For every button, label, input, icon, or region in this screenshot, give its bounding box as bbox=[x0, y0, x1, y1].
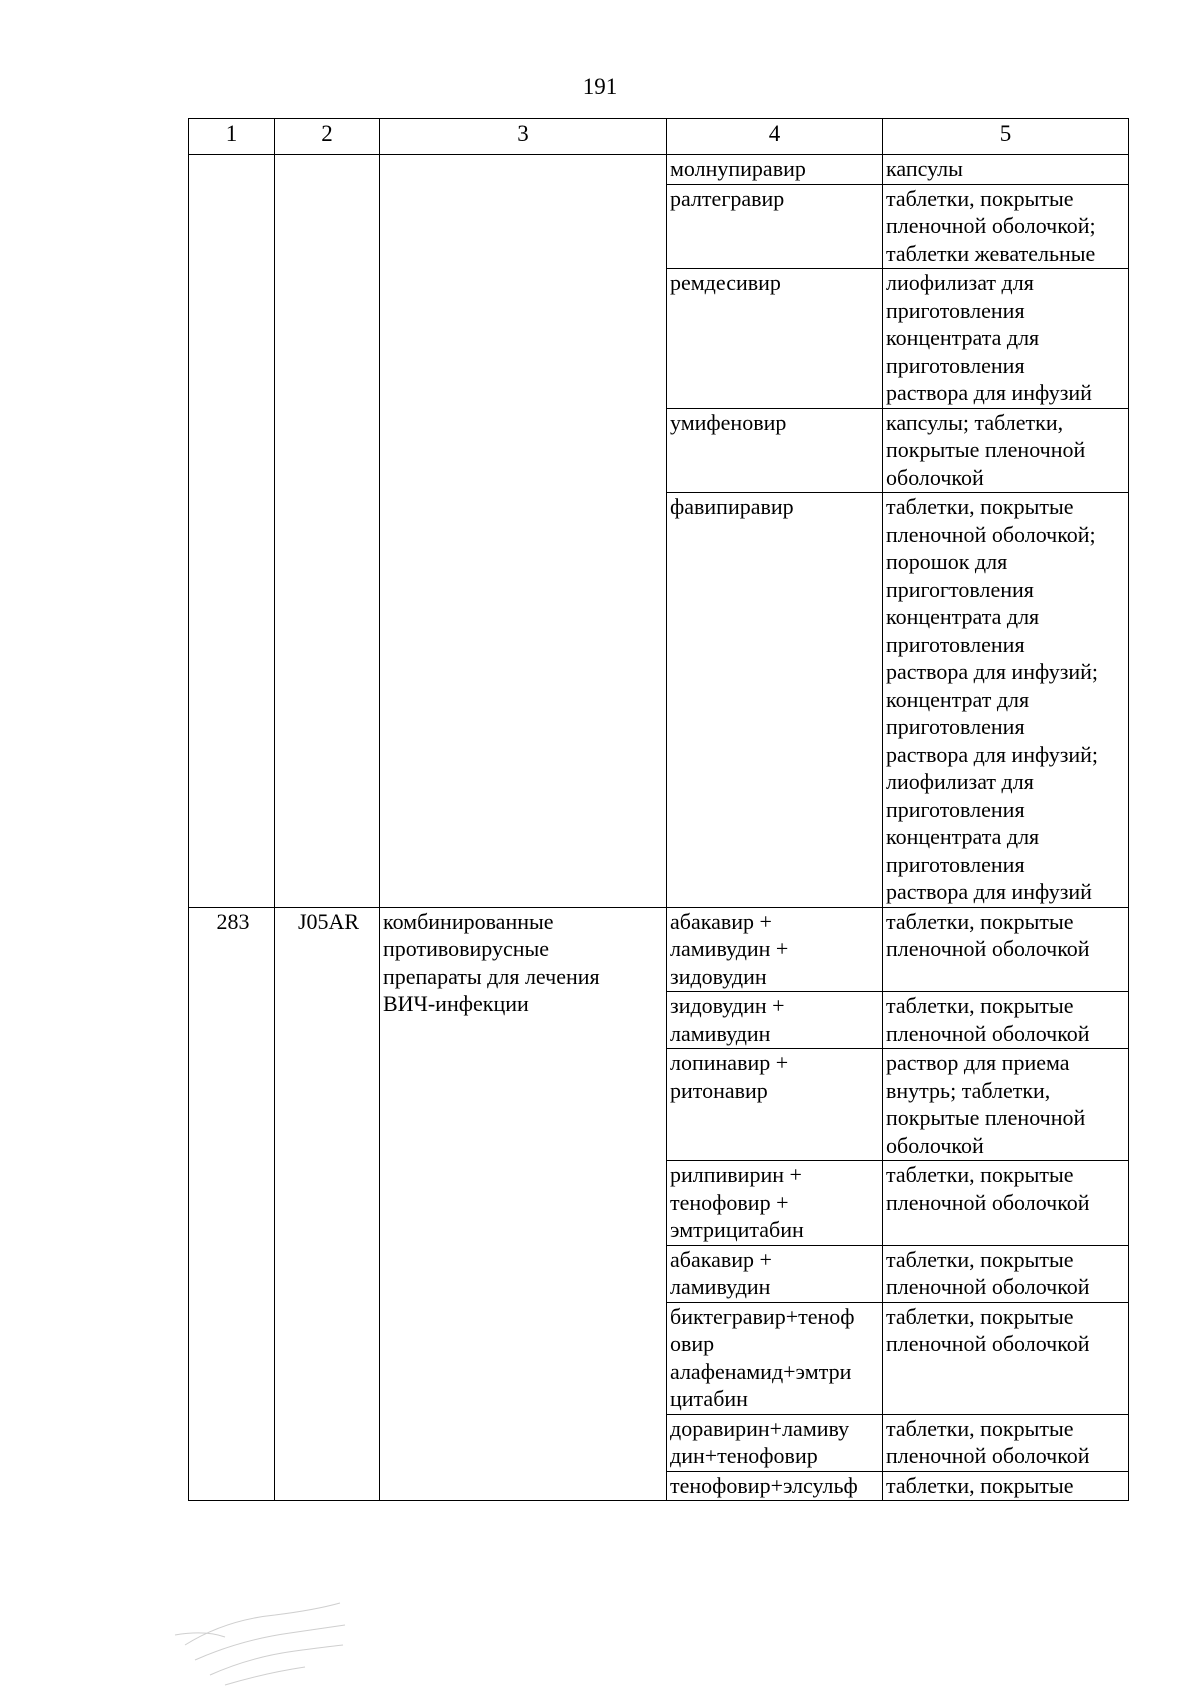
dosage-form-line: концентрата для bbox=[886, 604, 1040, 629]
group-name-line: препараты для лечения bbox=[383, 963, 600, 989]
drug-name-line: алафенамид+эмтри bbox=[670, 1358, 852, 1384]
dosage-form-line: раствора для инфузий; bbox=[886, 741, 1099, 767]
dosage-form-cell bbox=[883, 992, 1129, 1049]
group-name-line: противовирусные bbox=[383, 936, 550, 961]
drug-name-cell: ралтегравир bbox=[667, 184, 883, 269]
header-col-2: 2 bbox=[275, 119, 380, 155]
dosage-form-line: лиофилизат для bbox=[886, 270, 1034, 295]
dosage-form-line: пленочной оболочкой; bbox=[886, 213, 1096, 238]
dosage-form-line: таблетки, покрытые bbox=[886, 185, 1074, 211]
dosage-form-line: таблетки, покрытые bbox=[886, 1246, 1074, 1272]
drug-name-line: тенофовир+элсульф bbox=[670, 1472, 858, 1498]
drug-name-line: ламивудин bbox=[670, 1274, 771, 1299]
dosage-form-line: раствора для инфузий bbox=[886, 879, 1092, 904]
dosage-form-line: раствора для инфузий; bbox=[886, 659, 1099, 684]
page-number: 191 bbox=[582, 74, 618, 99]
dosage-form-line: пленочной оболочкой; bbox=[886, 521, 1096, 547]
dosage-form-line: приготовления bbox=[886, 352, 1025, 378]
stamp-mark bbox=[165, 1585, 375, 1695]
drug-name-cell bbox=[667, 1161, 883, 1246]
dosage-form-line: таблетки, покрытые bbox=[886, 494, 1074, 519]
header-col-5: 5 bbox=[883, 119, 1129, 155]
dosage-form-line: раствора для инфузий bbox=[886, 380, 1092, 405]
dosage-form-line: пленочной оболочкой bbox=[886, 1189, 1090, 1215]
drug-name-cell bbox=[667, 1245, 883, 1302]
dosage-form-cell bbox=[883, 907, 1129, 992]
dosage-form-line: пленочной оболочкой bbox=[886, 936, 1090, 961]
header-col-3: 3 bbox=[380, 119, 667, 155]
dosage-form-line: оболочкой bbox=[886, 464, 984, 490]
drug-name-line: эмтрицитабин bbox=[670, 1217, 804, 1242]
dosage-form-line: пригогтовления bbox=[886, 576, 1034, 602]
dosage-form-cell bbox=[883, 184, 1129, 269]
dosage-form-cell bbox=[883, 269, 1129, 409]
table-header-row bbox=[189, 119, 1129, 155]
drug-name-cell bbox=[667, 907, 883, 992]
drug-name-line: абакавир + bbox=[670, 1246, 772, 1272]
drug-name-cell: фавипиравир bbox=[667, 493, 883, 908]
dosage-form-line: покрытые пленочной bbox=[886, 437, 1086, 462]
header-col-1: 1 bbox=[189, 119, 275, 155]
dosage-form-line: таблетки, покрытые bbox=[886, 993, 1074, 1018]
drug-name-line: биктегравир+теноф bbox=[670, 1303, 855, 1329]
dosage-form-cell bbox=[883, 493, 1129, 908]
drug-name-line: лопинавир + bbox=[670, 1050, 789, 1075]
dosage-form-line: концентрата для bbox=[886, 325, 1040, 350]
drug-name-line: ламивудин + bbox=[670, 936, 789, 961]
group-name-cell bbox=[380, 155, 667, 908]
dosage-form-line: таблетки, покрытые bbox=[886, 1472, 1074, 1498]
dosage-form-line: капсулы; таблетки, bbox=[886, 409, 1064, 435]
drug-name-line: зидовудин bbox=[670, 963, 767, 989]
dosage-form-line: внутрь; таблетки, bbox=[886, 1077, 1051, 1103]
group-name-line: ВИЧ-инфекции bbox=[383, 991, 529, 1016]
dosage-form-line: пленочной оболочкой bbox=[886, 1443, 1090, 1468]
drug-name-cell bbox=[667, 1302, 883, 1414]
dosage-form-line: приготовления bbox=[886, 631, 1025, 657]
dosage-form-line: пленочной оболочкой bbox=[886, 1020, 1090, 1046]
dosage-form-line: таблетки, покрытые bbox=[886, 1303, 1074, 1329]
dosage-form-line: лиофилизат для bbox=[886, 769, 1034, 794]
group-name-line: комбинированные bbox=[383, 908, 554, 934]
drug-table-body bbox=[189, 119, 1129, 1501]
drug-name-line: рилпивирин + bbox=[670, 1162, 802, 1187]
dosage-form-line: таблетки, покрытые bbox=[886, 908, 1074, 934]
drug-name-cell bbox=[667, 992, 883, 1049]
drug-name-line: цитабин bbox=[670, 1386, 748, 1411]
dosage-form-cell bbox=[883, 408, 1129, 493]
dosage-form-line: таблетки жевательные bbox=[886, 240, 1096, 266]
drug-name-line: ламивудин bbox=[670, 1020, 771, 1046]
dosage-form-line: концентрата для bbox=[886, 824, 1040, 849]
dosage-form-line: пленочной оболочкой bbox=[886, 1274, 1090, 1299]
drug-name-line: ритонавир bbox=[670, 1077, 768, 1103]
dosage-form-line: покрытые пленочной bbox=[886, 1105, 1086, 1130]
dosage-form-line: таблетки, покрытые bbox=[886, 1162, 1074, 1187]
drug-name-line: зидовудин + bbox=[670, 993, 785, 1018]
drug-name-cell bbox=[667, 1471, 883, 1501]
drug-table bbox=[188, 118, 1129, 1501]
drug-name-line: доравирин+ламиву bbox=[670, 1415, 850, 1441]
dosage-form-line: таблетки, покрытые bbox=[886, 1415, 1074, 1441]
code-cell: J05AR bbox=[275, 907, 380, 1501]
drug-name-cell: молнупиравир bbox=[667, 155, 883, 185]
dosage-form-line: капсулы bbox=[886, 156, 963, 181]
number-cell bbox=[189, 155, 275, 908]
dosage-form-cell bbox=[883, 1471, 1129, 1501]
dosage-form-line: приготовления bbox=[886, 796, 1025, 822]
dosage-form-line: приготовления bbox=[886, 851, 1025, 877]
dosage-form-cell bbox=[883, 1049, 1129, 1161]
dosage-form-cell bbox=[883, 1414, 1129, 1471]
dosage-form-line: приготовления bbox=[886, 714, 1025, 739]
table-row bbox=[189, 155, 1129, 185]
dosage-form-line: приготовления bbox=[886, 297, 1025, 323]
drug-name-line: дин+тенофовир bbox=[670, 1443, 818, 1468]
drug-name-cell bbox=[667, 1049, 883, 1161]
dosage-form-line: порошок для bbox=[886, 549, 1008, 574]
drug-name-line: абакавир + bbox=[670, 908, 772, 934]
table-row bbox=[189, 907, 1129, 992]
drug-name-cell: ремдесивир bbox=[667, 269, 883, 409]
drug-name-line: тенофовир + bbox=[670, 1189, 789, 1215]
drug-name-cell bbox=[667, 1414, 883, 1471]
dosage-form-cell bbox=[883, 1302, 1129, 1414]
group-name-cell bbox=[380, 907, 667, 1501]
dosage-form-cell bbox=[883, 1245, 1129, 1302]
header-col-4: 4 bbox=[667, 119, 883, 155]
dosage-form-line: пленочной оболочкой bbox=[886, 1331, 1090, 1356]
code-cell bbox=[275, 155, 380, 908]
dosage-form-line: концентрат для bbox=[886, 686, 1030, 712]
dosage-form-cell bbox=[883, 155, 1129, 185]
dosage-form-line: оболочкой bbox=[886, 1132, 984, 1158]
drug-name-line: овир bbox=[670, 1331, 715, 1356]
dosage-form-line: раствор для приема bbox=[886, 1050, 1070, 1075]
dosage-form-cell bbox=[883, 1161, 1129, 1246]
drug-name-cell: умифеновир bbox=[667, 408, 883, 493]
number-cell: 283 bbox=[189, 907, 275, 1501]
